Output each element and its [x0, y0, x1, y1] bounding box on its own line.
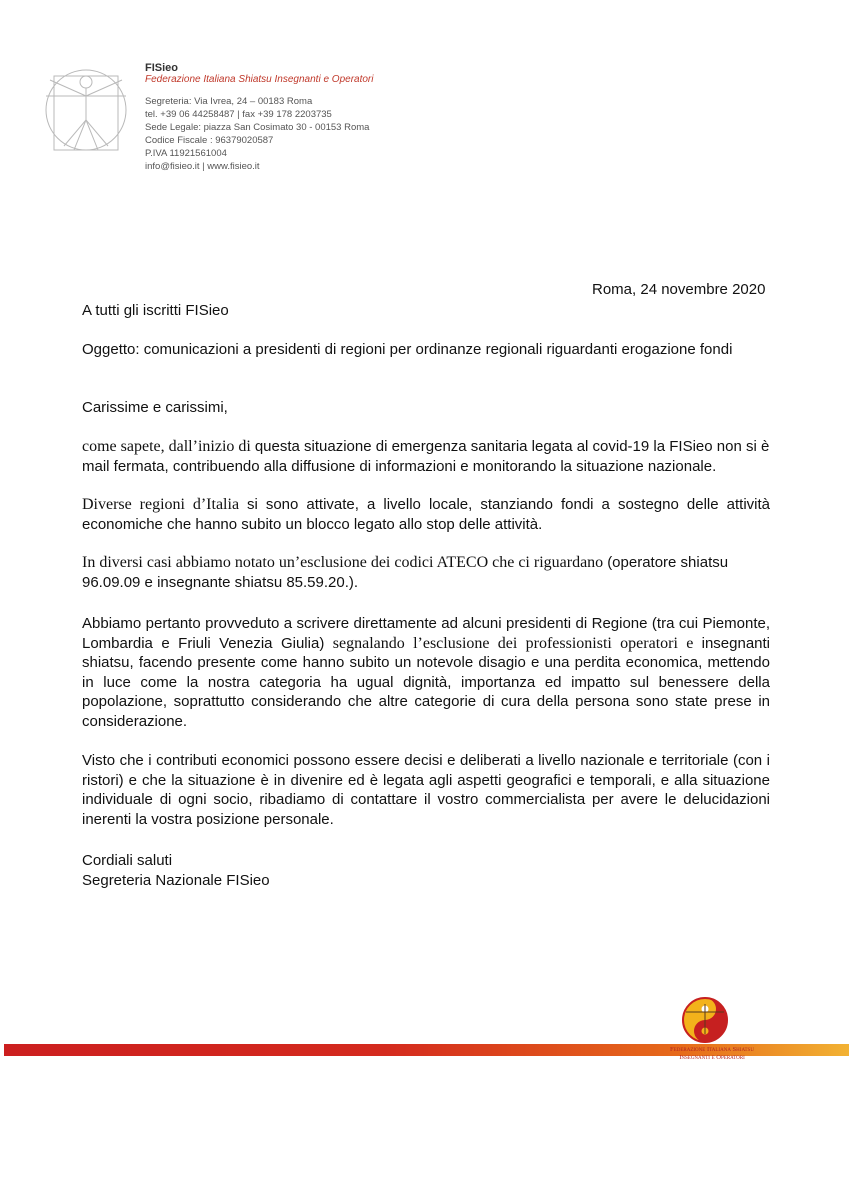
contact-phone: tel. +39 06 44258487 | fax +39 178 2203735	[145, 109, 332, 120]
letter-recipient: A tutti gli iscritti FISieo	[82, 302, 229, 319]
contact-vat: P.IVA 11921561004	[145, 148, 227, 159]
letter-date: Roma, 24 novembre 2020	[592, 281, 766, 298]
footer-org-text	[662, 1046, 762, 1062]
letter-closing	[82, 851, 770, 890]
paragraph-2-text: si sono attivate, a livello locale, stanziando fondi a sostegno delle attività economiche che hanno subito un blocco legato allo stop delle attività.	[82, 496, 770, 533]
vitruvian-man-icon	[40, 60, 132, 156]
footer-org-line-1: Federazione Italiana Shiatsu	[670, 1046, 754, 1053]
contact-legal-seat: Sede Legale: piazza San Cosimato 30 - 00153 Roma	[145, 122, 370, 133]
paragraph-5: Visto che i contributi economici possono essere decisi e deliberati a livello nazionale e territoriale (con i ristori) e che la situazione è in divenire ed è legata agli aspetti geografici e temporali, e alla situazione individuale di ogni socio, ribadiamo di contattare il vostro commercialista per avere le delucidazioni inerenti la vostra posizione personale.	[82, 752, 770, 828]
contact-fiscal-code: Codice Fiscale : 96379020587	[145, 135, 274, 146]
paragraph-3	[82, 553, 770, 592]
paragraph-4	[82, 614, 770, 731]
paragraph-2-intro: Diverse regioni d’Italia	[82, 496, 247, 513]
paragraph-4-middle: segnalando l’esclusione dei professionisti operatori e	[332, 634, 702, 652]
paragraph-2	[82, 495, 770, 534]
letter-subject: Oggetto: comunicazioni a presidenti di regioni per ordinanze regionali riguardanti erogazione fondi	[82, 341, 733, 358]
paragraph-1	[82, 437, 770, 476]
contact-web: info@fisieo.it | www.fisieo.it	[145, 161, 260, 172]
org-name: FISieo	[145, 62, 179, 74]
paragraph-4-intro: Abbiamo pertanto provveduto a scrivere direttamente ad alcuni presidenti di Regione (tra cui Piemonte, Lombardia e Friuli Venezia Giulia)	[82, 615, 770, 652]
paragraph-1-intro: come sapete, dall’inizio di	[82, 438, 255, 455]
org-full-name: Federazione Italiana Shiatsu Insegnanti e Operatori	[145, 74, 374, 85]
footer-org-line-2: Insegnanti e Operatori	[679, 1054, 745, 1061]
contact-block	[145, 95, 369, 173]
paragraph-3-text: (operatore shiatsu 96.09.09 e insegnante shiatsu 85.59.20.).	[82, 554, 729, 591]
paragraph-1-text: questa situazione di emergenza sanitaria legata al covid-19 la FISieo non si è mail fermata, contribuendo alla diffusione di informazioni e monitorando la situazione nazionale.	[82, 438, 770, 475]
signature: Segreteria Nazionale FISieo	[82, 871, 270, 889]
paragraph-4-text: insegnanti shiatsu, facendo presente come hanno subito un notevole disagio e una perdita economica, mettendo in luce come la nostra categoria ha ugual dignità, importanza ed impatto sul benessere della popolazione, soprattutto considerando che altre categorie di cura della persona sono state prese in considerazione.	[82, 634, 771, 730]
contact-address: Segreteria: Via Ivrea, 24 – 00183 Roma	[145, 96, 313, 107]
fisieo-emblem-icon	[674, 994, 736, 1046]
letter-greeting: Carissime e carissimi,	[82, 399, 228, 416]
closing-greeting: Cordiali saluti	[82, 852, 173, 869]
paragraph-3-intro: In diversi casi abbiamo notato un’esclusione dei codici ATECO che ci riguardano	[82, 554, 608, 571]
